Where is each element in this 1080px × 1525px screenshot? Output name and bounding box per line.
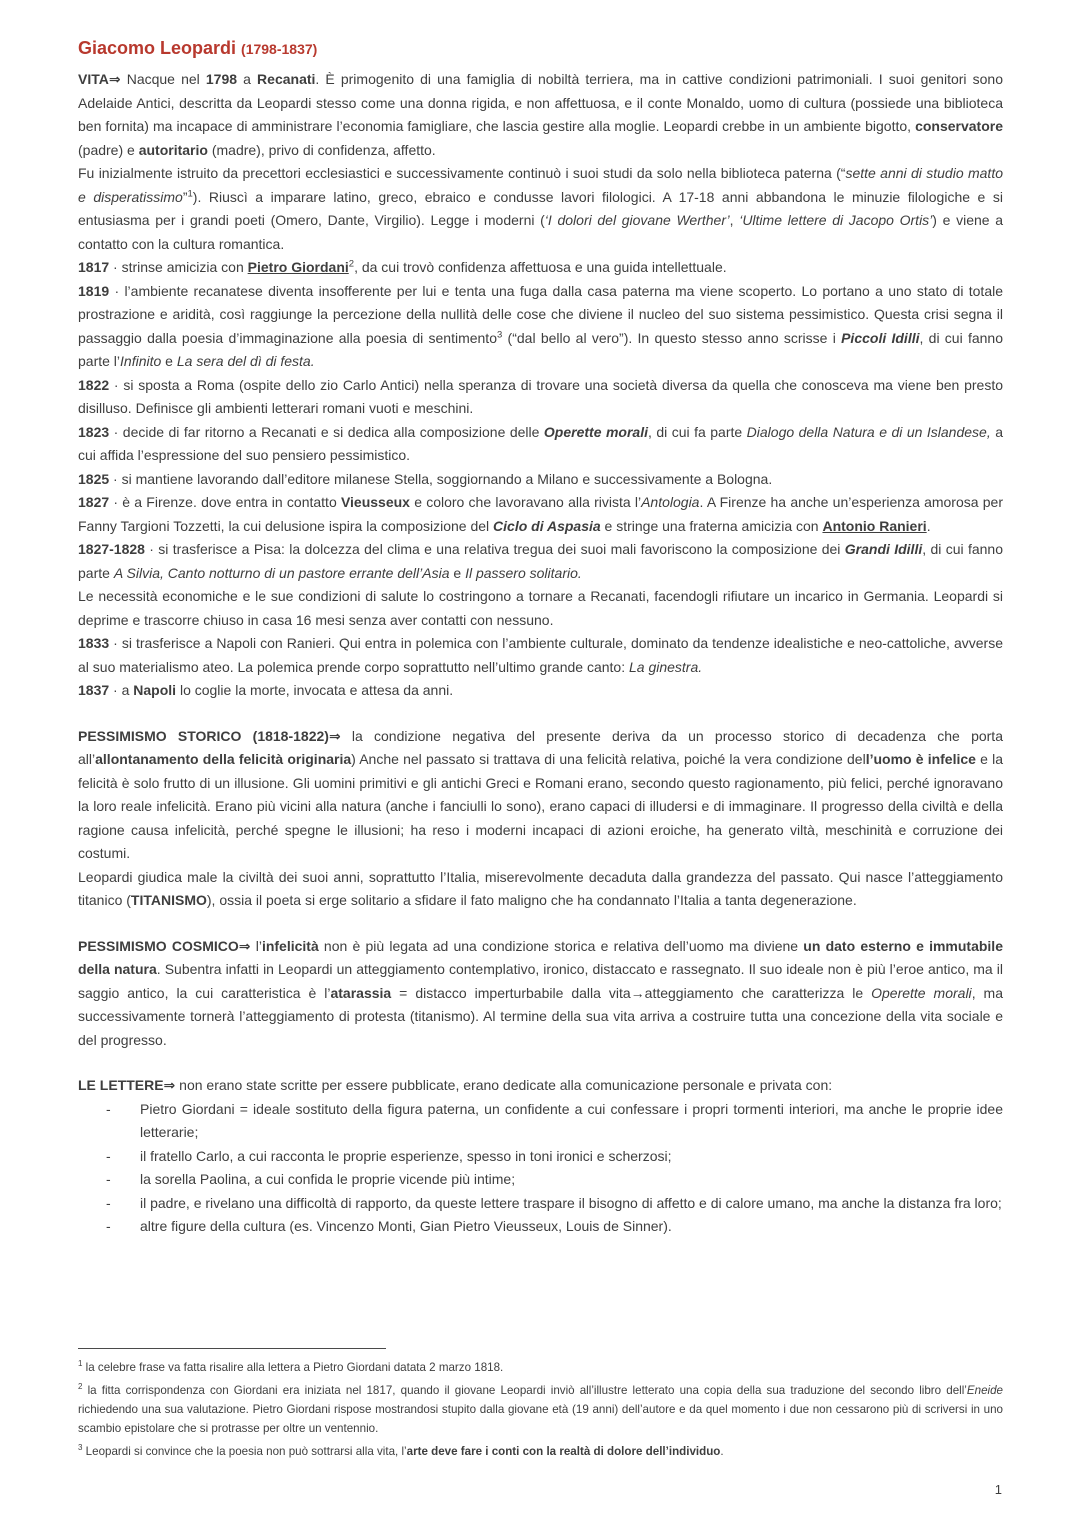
text-run: Grandi Idilli <box>844 541 923 557</box>
text-run: Leopardi giudica male la civiltà dei suoi anni, soprattutto l’Italia, miserevolmente decaduta dalla grandezza del passato. Qui nasce l’atteggiamento titanico ( <box>78 868 1003 908</box>
return-recanati-paragraph <box>78 585 1003 632</box>
vita-paragraph <box>78 68 1003 162</box>
text-run: Eneide <box>966 1384 1003 1397</box>
text-run: infelicità <box>261 937 319 954</box>
text-run: 1822 <box>78 376 110 393</box>
text-run: e stringe una fraterna amicizia con <box>600 517 823 534</box>
year-1825-entry <box>78 468 1003 492</box>
text-run: Operette morali <box>871 984 972 1001</box>
text-run: autoritario <box>138 141 208 158</box>
list-item <box>140 1192 1003 1216</box>
text-run: . A Firenze ha anche un’esperienza amorosa per Fanny Targioni Tozzetti, la cui delusione ispira la composizione del <box>78 494 1004 534</box>
text-run: (“dal bello al vero”). In questo stesso anno scrisse i <box>502 329 842 346</box>
titanismo-paragraph <box>78 866 1003 913</box>
text-run: ) Anche nel passato si trattava di una felicità relativa, poiché la vera condizione del <box>351 751 866 767</box>
title-name: Giacomo Leopardi <box>78 38 237 58</box>
text-run: 1819 <box>78 282 110 299</box>
text-run: , di cui fanno parte <box>78 541 1003 581</box>
text-run: LE LETTERE⇒ <box>78 1077 176 1093</box>
text-run: Nacque nel <box>120 71 206 87</box>
text-run: altre figure della cultura (es. Vincenzo Monti, Gian Pietro Vieusseux, Louis de Sinner). <box>140 1218 672 1234</box>
text-run: 1798 <box>205 71 238 87</box>
text-run: ) e viene a contatto con la cultura romantica. <box>78 212 1004 252</box>
text-run: . <box>720 1445 724 1458</box>
text-run: La ginestra. <box>628 658 703 675</box>
text-run: Infinito <box>120 353 162 369</box>
text-run: . <box>926 517 931 534</box>
text-run: Pietro Giordani = ideale sostituto della figura paterna, un confidente a cui confessare i propri tormenti interiori, ma anche le proprie idee letterarie; <box>140 1100 1003 1140</box>
text-run: 1827 <box>78 494 110 510</box>
text-run: VITA⇒ <box>78 71 121 87</box>
text-run: Piccoli Idilli <box>841 329 920 346</box>
text-run: richiedendo una sua valutazione. Pietro Giordani rispose mostrandosi stupito dalla giovane età (19 anni) dell’autore e da quel momento i due non cessarono più di scriversi in uno scambio epistolare che si protrasse per oltre un ventennio. <box>78 1403 1003 1435</box>
text-run: 1833 <box>78 635 110 651</box>
text-run: · a <box>109 682 134 698</box>
text-run: Operette morali <box>543 423 648 440</box>
page-number: 1 <box>994 1482 1002 1497</box>
text-run: la celebre frase va fatta risalire alla lettera a Pietro Giordani datata 2 marzo 1818. <box>82 1361 504 1374</box>
text-run: Recanati <box>257 71 316 87</box>
letter-recipients-list <box>78 1098 1003 1239</box>
footnotes <box>78 1358 1003 1461</box>
text-run: A Silvia, Canto notturno di un pastore errante dell’Asia <box>113 564 450 581</box>
footnote-ref: 3 <box>496 328 503 340</box>
text-run: PESSIMISMO STORICO (1818-1822)⇒ <box>78 727 341 744</box>
text-run: il fratello Carlo, a cui racconta le proprie esperienze, spesso in toni ironici e scherzosi; <box>140 1147 672 1164</box>
text-run: Pietro Giordani <box>247 259 349 275</box>
text-run: a cui affida l’espressione del suo pensiero pessimistico. <box>78 423 1003 463</box>
text-run: · si trasferisce a Pisa: la dolcezza del clima e una relativa tregua dei suoi mali favoriscono la composizione dei <box>144 541 845 557</box>
text-run: Antonio Ranieri <box>822 517 927 534</box>
text-run: Le necessità economiche e le sue condizioni di salute lo costringono a tornare a Recanati, facendogli rifiutare un incarico in Germania. Leopardi si deprime e trascorre chiuso in casa 16 mesi senza aver contatti con nessuno. <box>78 588 1003 628</box>
text-run: · si sposta a Roma (ospite dello zio Carlo Antici) nella speranza di trovare una società diversa da quella che conosceva ma viene ben presto disilluso. Definisce gli ambienti letterari romani vuoti e meschini. <box>78 376 1003 416</box>
text-run: non è più legata ad una condizione storica e relativa dell’uomo ma diviene <box>318 937 804 954</box>
text-run: Antologia <box>641 494 700 510</box>
footnote-area <box>78 1348 1003 1465</box>
text-run: ‘I dolori del giovane Werther’ <box>544 212 730 228</box>
text-run: , di cui fa parte <box>647 423 747 440</box>
text-run: = distacco imperturbabile dalla vita→atteggiamento che caratterizza le <box>391 984 872 1001</box>
text-run: la condizione negativa del presente deriva da un processo storico di decadenza che porta all’ <box>78 727 1003 767</box>
text-run: atarassia <box>330 984 392 1001</box>
year-1827-1828-entry <box>78 538 1003 585</box>
text-run: arte deve fare i conti con la realtà di dolore dell’individuo <box>406 1445 721 1458</box>
footnote-3 <box>78 1442 1003 1461</box>
text-run: sette anni di studio matto e disperatissimo <box>78 165 1003 205</box>
text-run: ). Riuscì a imparare latino, greco, ebraico e condusse lavori filologici. A 17-18 anni abbandona le minuzie filologiche e si entusiasma per i grandi poeti (Omero, Dante, Virgilio). Legge i moderni ( <box>78 188 1003 228</box>
text-run: · è a Firenze. dove entra in contatto <box>109 494 341 510</box>
text-run: conservatore <box>915 118 1003 134</box>
text-run: , di cui fanno parte l’ <box>78 329 1004 369</box>
footnote-ref: 3 <box>78 1443 83 1453</box>
text-run: ” <box>182 188 188 205</box>
text-run: , <box>729 212 740 228</box>
text-run: · l’ambiente recanatese diventa insofferente per lui e tenta una fuga dalla casa paterna ma viene scoperto. Lo portano a uno stato di totale prostrazione e aridità, così raggiunge la percezione della nullità delle cose che diviene il nucleo del suo sistema pessimistico. Questa crisi segna il passaggio dalla poesia d’immaginazione alla poesia di sentimento <box>78 282 1003 346</box>
text-run: e <box>449 564 466 581</box>
text-run: l’uomo è infelice <box>865 751 976 767</box>
text-run: PESSIMISMO COSMICO⇒ <box>78 937 251 954</box>
text-run: La sera del dì di festa. <box>176 353 315 369</box>
footnote-ref: 1 <box>187 187 193 199</box>
text-run: e la felicità è solo frutto di un illusione. Gli uomini primitivi e gli antichi Greci e Romani erano, secondo questo ragionamento, più felici, perché ignoravano la loro reale infelicità. Erano più vicini alla natura (anche i fanciulli lo sono), erano capaci di illudersi e di immaginare. Il progresso della civiltà e della ragione causa infelicità, perché spegne le illusioni; ha reso i moderni incapaci di azioni eroiche, ha generato viltà, meschinità e corruzione dei costumi. <box>78 751 1003 861</box>
text-run: · decide di far ritorno a Recanati e si dedica alla composizione delle <box>109 423 544 440</box>
text-run: il padre, e rivelano una difficoltà di rapporto, da queste lettere traspare il bisogno di affetto e di calore umano, ma anche la distanza fra loro; <box>140 1194 1002 1211</box>
text-run: 1825 <box>78 470 110 487</box>
text-run: a <box>237 71 258 87</box>
year-1827-entry <box>78 491 1003 538</box>
footnote-ref: 2 <box>348 258 355 270</box>
text-run: Ciclo di Aspasia <box>493 517 601 534</box>
year-1817-entry <box>78 256 1003 280</box>
year-1833-entry <box>78 632 1003 679</box>
text-run: , ma successivamente tornerà l’atteggiamento di protesta (titanismo). Al termine della sua vita arriva a costruire tutta una concezione della vita sociale e del progresso. <box>78 984 1003 1048</box>
text-run: . Subentra infatti in Leopardi un atteggiamento contemplativo, ironico, distaccato e rassegnato. Il suo ideale non è più l’eroe antico, ma il saggio antico, la cui caratteristica è l’ <box>78 961 1003 1001</box>
text-run: ‘Ultime lettere di Jacopo Ortis’ <box>739 212 933 228</box>
text-run: non erano state scritte per essere pubblicate, erano dedicate alla comunicazione personale e privata con: <box>175 1077 833 1093</box>
footnote-ref: 1 <box>78 1359 83 1369</box>
text-run: (madre), privo di confidenza, affetto. <box>207 141 436 158</box>
year-1837-entry <box>78 679 1003 703</box>
text-run: 1837 <box>78 682 110 698</box>
document-body <box>78 68 1003 1239</box>
title-dates: (1798-1837) <box>241 41 318 57</box>
text-run: la fitta corrispondenza con Giordani era iniziata nel 1817, quando il giovane Leopardi inviò all’illustre letterato una copia della sua traduzione del secondo libro dell’ <box>82 1384 967 1397</box>
footnote-1 <box>78 1358 1003 1377</box>
year-1822-entry <box>78 374 1003 421</box>
list-item <box>140 1145 1003 1169</box>
text-run: · strinse amicizia con <box>109 259 248 275</box>
text-run: allontanamento della felicità originaria <box>95 751 352 767</box>
list-item <box>140 1098 1003 1145</box>
text-run: Fu inizialmente istruito da precettori ecclesiastici e successivamente continuò i suoi studi da solo nella biblioteca paterna (“ <box>78 165 846 181</box>
text-run: e coloro che lavoravano alla rivista l’ <box>409 494 642 510</box>
text-run: la sorella Paolina, a cui confida le proprie vicende più intime; <box>140 1171 516 1187</box>
footnote-separator <box>78 1348 386 1349</box>
text-run: Napoli <box>133 682 177 698</box>
text-run: un dato esterno e immutabile della natura <box>78 937 1003 977</box>
text-run: Il passero solitario. <box>465 564 582 581</box>
list-item <box>140 1215 1003 1239</box>
text-run: lo coglie la morte, invocata e attesa da anni. <box>176 682 454 698</box>
pessimismo-cosmico-paragraph <box>78 935 1003 1053</box>
footnote-2 <box>78 1381 1003 1438</box>
text-run: · si trasferisce a Napoli con Ranieri. Qui entra in polemica con l’ambiente culturale, dominato da tendenze idealistiche e neo-cattoliche, avverse al suo materialismo ateo. La polemica prende corpo soprattutto nell’ultimo grande canto: <box>78 635 1003 675</box>
year-1819-entry <box>78 280 1003 374</box>
year-1823-entry <box>78 421 1003 468</box>
text-run: 1827-1828 <box>78 541 145 557</box>
text-run: e <box>161 353 177 369</box>
text-run: 1817 <box>78 259 110 275</box>
text-run: Vieusseux <box>340 494 410 510</box>
text-run: · si mantiene lavorando dall’editore milanese Stella, soggiornando a Milano e successivamente a Bologna. <box>109 470 773 487</box>
pessimismo-storico-paragraph <box>78 725 1003 866</box>
education-paragraph <box>78 162 1003 256</box>
text-run: ), ossia il poeta si erge solitario a sfidare il fato maligno che ha condannato l’Italia a tanta degenerazione. <box>206 892 857 908</box>
footnote-ref: 2 <box>78 1382 83 1392</box>
text-run: TITANISMO <box>130 892 207 908</box>
text-run: , da cui trovò confidenza affettuosa e una guida intellettuale. <box>354 259 727 275</box>
list-item <box>140 1168 1003 1192</box>
text-run: . È primogenito di una famiglia di nobiltà terriera, ma in cattive condizioni patrimoniali. I suoi genitori sono Adelaide Antici, descritta da Leopardi stesso come una donna rigida, e non affettuosa, e il conte Monaldo, uomo di cultura (possiede una biblioteca ben fornita) ma incapace di amministrare l’economia famigliare, che lascia gestire alla moglie. Leopardi crebbe in un ambiente bigotto, <box>78 71 1003 134</box>
le-lettere-paragraph <box>78 1074 1003 1098</box>
document-title <box>78 38 1003 59</box>
text-run: Dialogo della Natura e di un Islandese, <box>746 423 991 440</box>
text-run: (padre) e <box>78 141 139 158</box>
text-run: Leopardi si convince che la poesia non può sottrarsi alla vita, l’ <box>82 1445 407 1458</box>
text-run: l’ <box>250 937 262 954</box>
text-run: 1823 <box>78 423 110 440</box>
